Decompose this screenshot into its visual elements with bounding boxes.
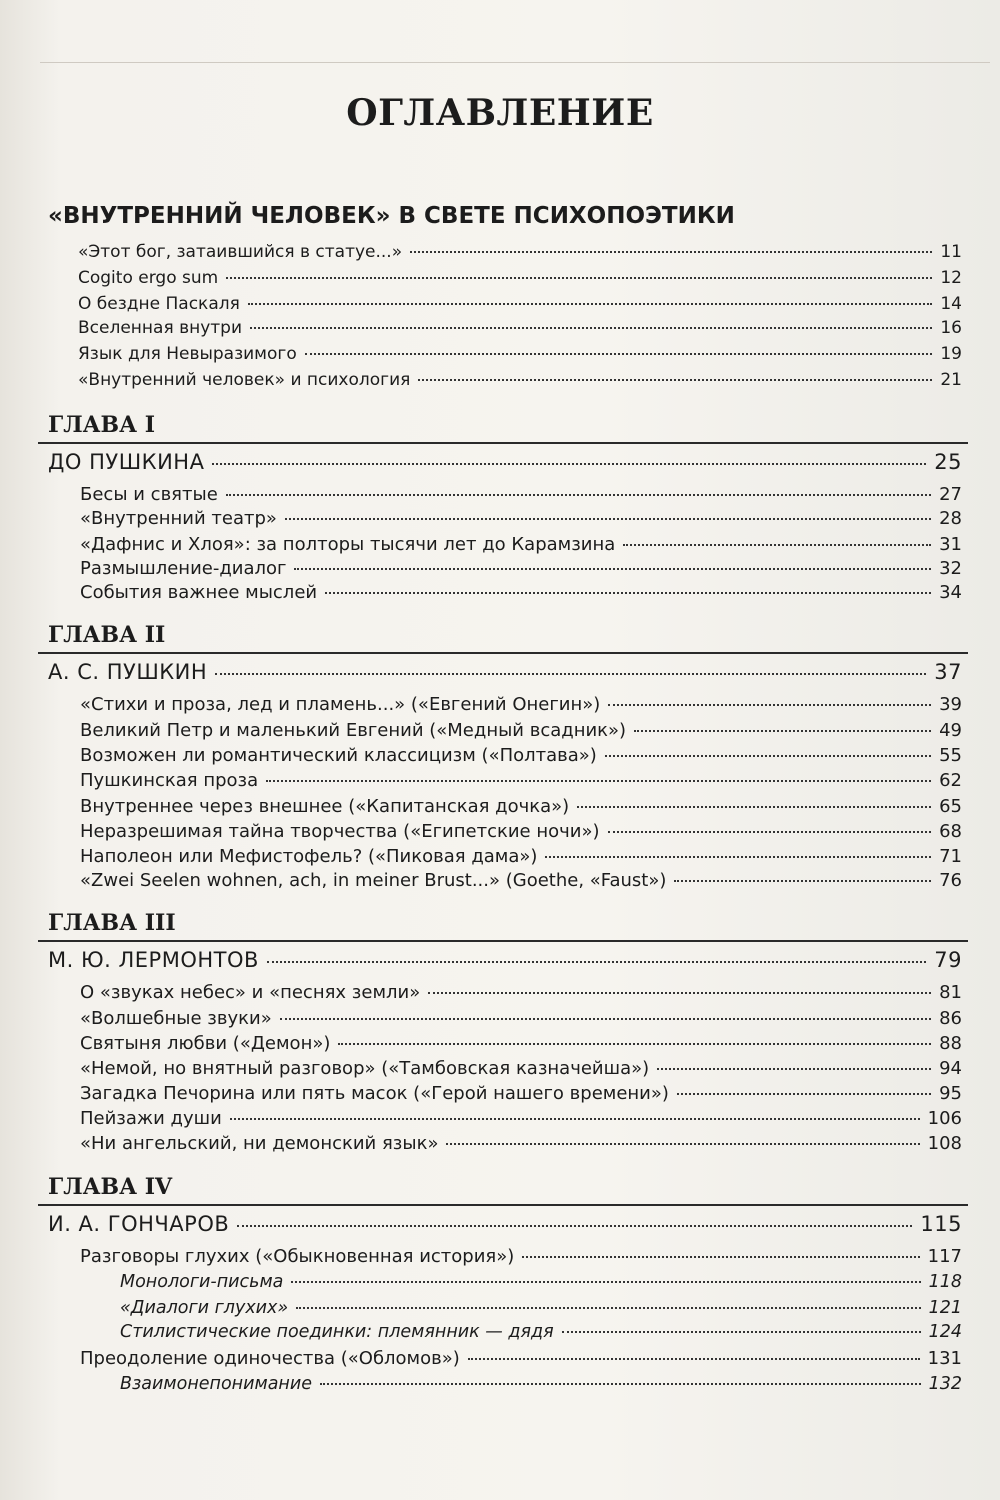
toc-entry [80, 558, 962, 584]
entry-page: 65 [939, 796, 962, 817]
entry-title: «Этот бог, затаившийся в статуе...» [78, 242, 403, 262]
author-title: ДО ПУШКИНА [48, 450, 205, 474]
entry-title: Пушкинская проза [80, 770, 259, 791]
leader-dots [237, 1225, 912, 1227]
leader-dots [226, 277, 932, 279]
leader-dots [294, 568, 931, 570]
leader-dots [623, 544, 931, 546]
leader-dots [674, 880, 931, 882]
entry-page: 32 [939, 558, 962, 579]
chapter-label: ГЛАВА IV [48, 1174, 173, 1200]
entry-title: Возможен ли романтический классицизм («Полтава») [80, 745, 597, 766]
entry-title: Неразрешимая тайна творчества («Египетские ночи») [80, 821, 600, 842]
leader-dots [608, 704, 931, 706]
entry-page: 37 [934, 660, 962, 684]
entry-title: «Ни ангельский, ни демонский язык» [80, 1133, 439, 1154]
entry-title: Пейзажи души [80, 1108, 222, 1129]
entry-page: 12 [940, 268, 962, 288]
entry-page: 76 [939, 870, 962, 891]
entry-page: 49 [939, 720, 962, 741]
toc-entry [80, 1008, 962, 1034]
leader-dots [577, 806, 931, 808]
entry-page: 88 [939, 1033, 962, 1054]
entry-title: Размышление-диалог [80, 558, 287, 579]
toc-subentry [120, 1374, 962, 1400]
leader-dots [428, 992, 931, 994]
toc-entry [78, 294, 962, 320]
leader-dots [230, 1118, 920, 1120]
leader-dots [605, 755, 931, 757]
entry-title: «Zwei Seelen wohnen, ach, in meiner Brust...» (Goethe, «Faust») [80, 870, 667, 891]
toc-entry [80, 1348, 962, 1374]
entry-title: «Внутренний театр» [80, 508, 277, 529]
entry-title: О бездне Паскаля [78, 294, 240, 314]
entry-page: 117 [927, 1246, 962, 1267]
entry-title: О «звуках небес» и «песнях земли» [80, 982, 421, 1003]
leader-dots [657, 1068, 931, 1070]
leader-dots [545, 856, 931, 858]
entry-title: Вселенная внутри [78, 318, 243, 338]
entry-page: 118 [928, 1272, 962, 1292]
entry-title: Бесы и святые [80, 484, 218, 505]
toc-entry [78, 344, 962, 370]
entry-title: Монологи-письма [120, 1272, 284, 1292]
entry-page: 106 [927, 1108, 962, 1129]
entry-page: 19 [940, 344, 962, 364]
leader-dots [226, 494, 931, 496]
toc-entry [78, 370, 962, 396]
entry-title: Наполеон или Мефистофель? («Пиковая дама») [80, 846, 538, 867]
leader-dots [468, 1358, 920, 1360]
toc-entry [80, 582, 962, 608]
toc-entry [78, 318, 962, 344]
chapter-rule [38, 442, 968, 444]
toc-entry [80, 1083, 962, 1109]
leader-dots [562, 1331, 921, 1333]
leader-dots [250, 327, 932, 329]
entry-title: Cogito ergo sum [78, 268, 219, 288]
leader-dots [320, 1383, 921, 1385]
chapter-label: ГЛАВА III [48, 910, 176, 936]
entry-title: «Стихи и проза, лед и пламень...» («Евгений Онегин») [80, 694, 601, 715]
chapter-rule [38, 652, 968, 654]
leader-dots [248, 303, 933, 305]
chapter-author-entry [48, 1212, 962, 1238]
toc-entry [80, 1033, 962, 1059]
toc-entry [80, 484, 962, 510]
entry-title: «Волшебные звуки» [80, 1008, 272, 1029]
intro-heading: «ВНУТРЕННИЙ ЧЕЛОВЕК» В СВЕТЕ ПСИХОПОЭТИКИ [48, 203, 735, 229]
toc-entry [78, 242, 962, 268]
chapter-rule [38, 940, 968, 942]
leader-dots [291, 1281, 920, 1283]
toc-entry [80, 694, 962, 720]
entry-page: 132 [928, 1374, 962, 1394]
leader-dots [280, 1018, 931, 1020]
toc-entry [80, 1058, 962, 1084]
chapter-label: ГЛАВА II [48, 622, 166, 648]
toc-subentry [120, 1322, 962, 1348]
entry-page: 55 [939, 745, 962, 766]
entry-page: 94 [939, 1058, 962, 1079]
entry-title: События важнее мыслей [80, 582, 318, 603]
toc-entry [80, 1246, 962, 1272]
entry-title: Взаимонепонимание [120, 1374, 312, 1394]
toc-subentry [120, 1298, 962, 1324]
entry-title: «Диалоги глухих» [120, 1298, 289, 1318]
toc-subentry [120, 1272, 962, 1298]
leader-dots [212, 463, 926, 465]
leader-dots [608, 831, 932, 833]
toc-entry [80, 534, 962, 560]
toc-entry [80, 846, 962, 872]
entry-page: 81 [939, 982, 962, 1003]
entry-page: 25 [934, 450, 962, 474]
entry-page: 14 [940, 294, 962, 314]
leader-dots [267, 961, 926, 963]
entry-page: 34 [939, 582, 962, 603]
entry-page: 108 [927, 1133, 962, 1154]
chapter-author-entry [48, 450, 962, 476]
entry-title: Святыня любви («Демон») [80, 1033, 331, 1054]
entry-title: Внутреннее через внешнее («Капитанская дочка») [80, 796, 570, 817]
entry-page: 21 [940, 370, 962, 390]
entry-page: 86 [939, 1008, 962, 1029]
leader-dots [325, 592, 931, 594]
entry-page: 62 [939, 770, 962, 791]
top-divider [40, 62, 990, 63]
chapter-author-entry [48, 948, 962, 974]
entry-page: 121 [928, 1298, 962, 1318]
entry-page: 11 [940, 242, 962, 262]
entry-page: 68 [939, 821, 962, 842]
toc-entry [80, 508, 962, 534]
toc-entry [80, 745, 962, 771]
entry-title: «Внутренний человек» и психология [78, 370, 411, 390]
toc-entry [78, 268, 962, 294]
toc-entry [80, 1133, 962, 1159]
toc-entry [80, 720, 962, 746]
leader-dots [677, 1093, 931, 1095]
toc-entry [80, 870, 962, 896]
entry-page: 28 [939, 508, 962, 529]
author-title: И. А. ГОНЧАРОВ [48, 1212, 230, 1236]
leader-dots [410, 251, 932, 253]
entry-title: Загадка Печорина или пять масок («Герой нашего времени») [80, 1083, 669, 1104]
toc-entry [80, 821, 962, 847]
leader-dots [296, 1307, 920, 1309]
entry-title: Стилистические поединки: племянник — дядя [120, 1322, 554, 1342]
leader-dots [305, 353, 933, 355]
chapter-author-entry [48, 660, 962, 686]
entry-title: Язык для Невыразимого [78, 344, 297, 364]
chapter-rule [38, 1204, 968, 1206]
toc-entry [80, 1108, 962, 1134]
entry-page: 95 [939, 1083, 962, 1104]
entry-page: 131 [927, 1348, 962, 1369]
entry-page: 71 [939, 846, 962, 867]
leader-dots [215, 673, 926, 675]
page-title: ОГЛАВЛЕНИЕ [346, 92, 654, 134]
leader-dots [338, 1043, 931, 1045]
entry-page: 39 [939, 694, 962, 715]
entry-title: «Дафнис и Хлоя»: за полторы тысячи лет до Карамзина [80, 534, 616, 555]
entry-page: 27 [939, 484, 962, 505]
entry-page: 79 [934, 948, 962, 972]
leader-dots [634, 730, 931, 732]
entry-page: 31 [939, 534, 962, 555]
leader-dots [418, 379, 932, 381]
author-title: М. Ю. ЛЕРМОНТОВ [48, 948, 259, 972]
toc-entry [80, 796, 962, 822]
toc-entry [80, 770, 962, 796]
leader-dots [266, 780, 931, 782]
chapter-label: ГЛАВА I [48, 412, 156, 438]
leader-dots [285, 518, 931, 520]
leader-dots [446, 1143, 919, 1145]
entry-page: 115 [920, 1212, 962, 1236]
toc-entry [80, 982, 962, 1008]
leader-dots [522, 1256, 919, 1258]
entry-page: 16 [940, 318, 962, 338]
entry-title: Великий Петр и маленький Евгений («Медный всадник») [80, 720, 627, 741]
entry-title: Разговоры глухих («Обыкновенная история») [80, 1246, 515, 1267]
entry-title: «Немой, но внятный разговор» («Тамбовская казначейша») [80, 1058, 650, 1079]
author-title: А. С. ПУШКИН [48, 660, 208, 684]
entry-title: Преодоление одиночества («Обломов») [80, 1348, 460, 1369]
entry-page: 124 [928, 1322, 962, 1342]
